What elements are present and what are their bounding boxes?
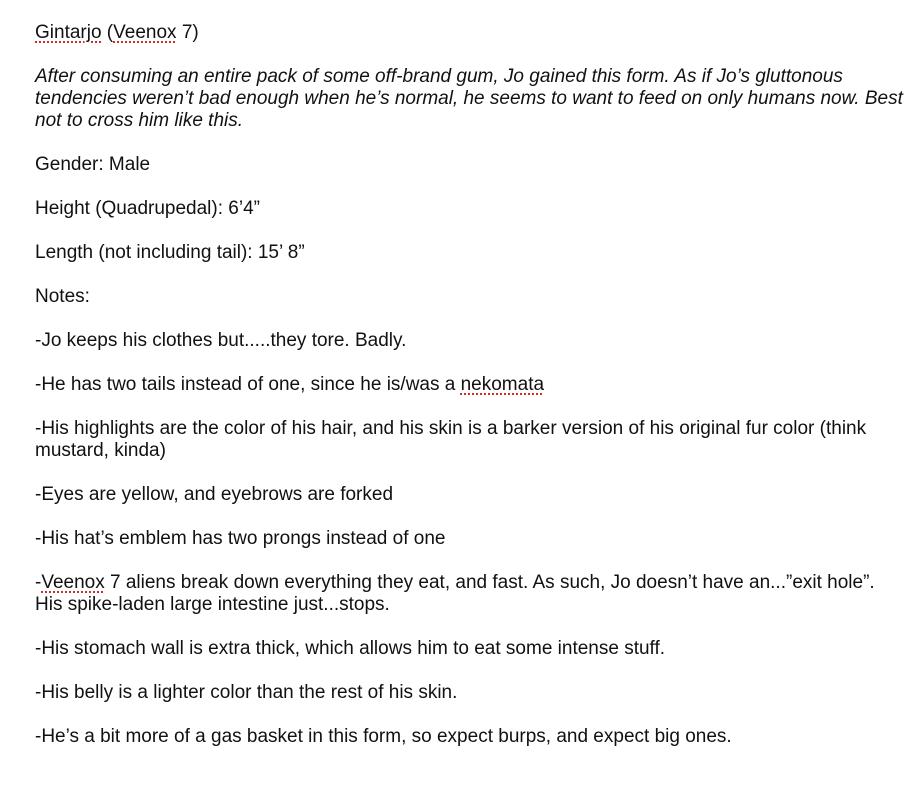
note-item: -His hat’s emblem has two prongs instead of one xyxy=(35,528,446,549)
misspelled-word[interactable]: nekomata xyxy=(460,374,545,395)
misspelled-word[interactable]: Veenox xyxy=(113,22,177,43)
note-item: -Jo keeps his clothes but.....they tore. Badly. xyxy=(35,330,407,351)
note-item: -Eyes are yellow, and eyebrows are forked xyxy=(35,484,394,505)
misspelled-word[interactable]: Gintarjo xyxy=(35,22,102,43)
note-item: -He has two tails instead of one, since he is/was a nekomata xyxy=(35,374,545,395)
note-item: -His belly is a lighter color than the rest of his skin. xyxy=(35,682,458,703)
document-body[interactable] xyxy=(35,22,905,748)
note-item: -His stomach wall is extra thick, which allows him to eat some intense stuff. xyxy=(35,638,666,659)
notes-heading: Notes: xyxy=(35,286,90,307)
note-item: -Veenox 7 aliens break down everything they eat, and fast. As such, Jo doesn’t have an...”exit hole”. His spike-laden large intestine just...stops. xyxy=(35,572,875,615)
gender-field: Gender: Male xyxy=(35,154,151,175)
description-paragraph: After consuming an entire pack of some off-brand gum, Jo gained this form. As if Jo’s gluttonous tendencies weren’t bad enough when he’s normal, he seems to want to feed on only humans now. Best not to cross him like this. xyxy=(35,66,903,131)
misspelled-word[interactable]: Veenox xyxy=(41,572,105,593)
note-item: -His highlights are the color of his hair, and his skin is a barker version of his original fur color (think mustard, kinda) xyxy=(35,418,867,461)
document-title: Gintarjo (Veenox 7) xyxy=(35,22,199,43)
note-item: -He’s a bit more of a gas basket in this form, so expect burps, and expect big ones. xyxy=(35,726,732,747)
height-field: Height (Quadrupedal): 6’4” xyxy=(35,198,260,219)
length-field: Length (not including tail): 15’ 8” xyxy=(35,242,305,263)
